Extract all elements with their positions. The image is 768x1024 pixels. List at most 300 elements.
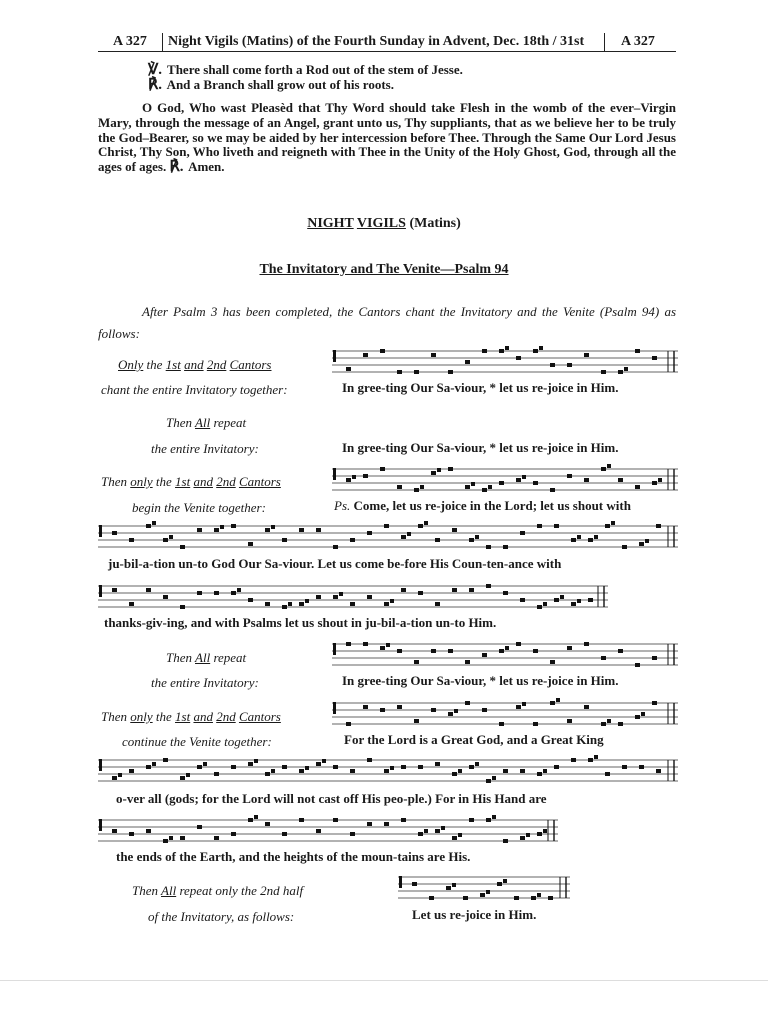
neume xyxy=(469,588,474,592)
chant-staff-6 xyxy=(332,641,678,671)
neume xyxy=(543,769,547,773)
neume xyxy=(537,832,542,836)
neume xyxy=(163,758,168,762)
neume xyxy=(333,818,338,822)
neume xyxy=(516,356,521,360)
neume xyxy=(520,836,525,840)
neume xyxy=(446,886,451,890)
neume xyxy=(390,599,394,603)
neume xyxy=(414,660,419,664)
neume xyxy=(505,646,509,650)
neume xyxy=(363,642,368,646)
neume xyxy=(465,485,470,489)
neume xyxy=(567,646,572,650)
neume xyxy=(414,719,419,723)
neume xyxy=(469,538,474,542)
neume xyxy=(486,545,491,549)
neume xyxy=(129,602,134,606)
section-title-matins: (Matins) xyxy=(409,216,461,231)
neume xyxy=(486,890,490,894)
neume xyxy=(537,893,541,897)
neume xyxy=(169,836,173,840)
neume xyxy=(401,765,406,769)
neume xyxy=(384,524,389,528)
neume xyxy=(482,349,487,353)
chant-staff-1 xyxy=(332,348,678,378)
neume xyxy=(420,485,424,489)
neume xyxy=(180,605,185,609)
neume xyxy=(305,599,309,603)
neume xyxy=(169,535,173,539)
neume xyxy=(471,482,475,486)
section-title-night: NIGHT xyxy=(307,216,354,231)
neume xyxy=(248,762,253,766)
neume xyxy=(271,525,275,529)
psalm-abbrev: Ps. xyxy=(334,498,351,513)
neume xyxy=(622,765,627,769)
neume xyxy=(214,591,219,595)
neume xyxy=(437,468,441,472)
neume xyxy=(424,829,428,833)
neume xyxy=(480,893,485,897)
neume xyxy=(567,474,572,478)
neume xyxy=(214,836,219,840)
chant-staff-8 xyxy=(98,757,678,787)
chant-staff-5 xyxy=(98,583,608,613)
header-separator xyxy=(162,33,163,51)
response-text: And a Branch shall grow out of his roots. xyxy=(166,77,394,92)
neume xyxy=(577,535,581,539)
neume xyxy=(526,833,530,837)
neume xyxy=(533,481,538,485)
lyric-line-6: In gree-ting Our Sa-viour, * let us re-joice in Him. xyxy=(342,673,619,688)
neume xyxy=(475,762,479,766)
neume xyxy=(537,524,542,528)
instruction-4-line-1: Then All repeat xyxy=(166,650,247,665)
neume xyxy=(601,370,606,374)
neume xyxy=(271,769,275,773)
neume xyxy=(503,545,508,549)
versicle-text: There shall come forth a Rod out of the stem of Jesse. xyxy=(167,62,463,77)
instruction-2-line-2: the entire Invitatory: xyxy=(151,441,259,456)
neume xyxy=(146,588,151,592)
instruction-2-line-1: Then All repeat xyxy=(166,415,247,430)
neume xyxy=(560,595,564,599)
neume xyxy=(516,642,521,646)
neume xyxy=(397,649,402,653)
neume xyxy=(492,815,496,819)
neume xyxy=(282,832,287,836)
lyric-line-3: Ps. Come, let us re-joice in the Lord; let us shout with xyxy=(334,498,631,513)
neume xyxy=(594,755,598,759)
rubric xyxy=(98,301,676,345)
neume xyxy=(214,528,219,532)
neume xyxy=(248,818,253,822)
lyric-line-10: Let us re-joice in Him. xyxy=(412,907,537,922)
neume xyxy=(550,660,555,664)
response-symbol: ℟. xyxy=(148,77,163,93)
neume xyxy=(112,776,117,780)
lyric-line-7: For the Lord is a Great God, and a Great King xyxy=(344,732,604,747)
neume xyxy=(635,663,640,667)
neume xyxy=(605,524,610,528)
neume xyxy=(584,642,589,646)
neume xyxy=(571,758,576,762)
neume xyxy=(397,705,402,709)
neume xyxy=(618,649,623,653)
neume xyxy=(390,766,394,770)
neume xyxy=(418,832,423,836)
neume xyxy=(316,595,321,599)
neume xyxy=(282,605,287,609)
neume xyxy=(465,660,470,664)
neume xyxy=(537,605,542,609)
neume xyxy=(129,538,134,542)
lyric-line-2: In gree-ting Our Sa-viour, * let us re-joice in Him. xyxy=(342,440,619,455)
neume xyxy=(350,832,355,836)
neume xyxy=(380,646,385,650)
neume xyxy=(237,588,241,592)
neume xyxy=(656,524,661,528)
section-title xyxy=(0,216,768,232)
neume xyxy=(539,346,543,350)
neume xyxy=(203,762,207,766)
neume xyxy=(180,545,185,549)
neume xyxy=(522,702,526,706)
neume xyxy=(431,708,436,712)
neume xyxy=(180,776,185,780)
neume xyxy=(452,772,457,776)
chant-staff-7 xyxy=(332,700,678,730)
neume xyxy=(322,759,326,763)
neume xyxy=(431,353,436,357)
neume xyxy=(503,591,508,595)
neume xyxy=(146,524,151,528)
prayer-response-symbol: ℟. xyxy=(169,159,184,176)
neume xyxy=(639,765,644,769)
neume xyxy=(333,595,338,599)
neume xyxy=(652,481,657,485)
neume xyxy=(231,765,236,769)
collect-prayer xyxy=(98,101,676,175)
neume xyxy=(571,602,576,606)
neume xyxy=(112,829,117,833)
neume xyxy=(367,822,372,826)
clef xyxy=(333,350,336,362)
neume xyxy=(588,758,593,762)
neume xyxy=(152,521,156,525)
neume xyxy=(118,773,122,777)
neume xyxy=(265,822,270,826)
neume xyxy=(635,715,640,719)
neume xyxy=(567,363,572,367)
neume xyxy=(652,701,657,705)
neume xyxy=(384,822,389,826)
instruction-5-line-1: Then only the 1st and 2nd Cantors xyxy=(101,709,281,724)
neume xyxy=(163,595,168,599)
neume xyxy=(316,762,321,766)
neume xyxy=(577,599,581,603)
neume xyxy=(248,598,253,602)
neume xyxy=(482,708,487,712)
neume xyxy=(333,765,338,769)
neume xyxy=(363,353,368,357)
neume xyxy=(531,896,536,900)
neume xyxy=(465,701,470,705)
neume xyxy=(231,591,236,595)
scan-edge xyxy=(0,980,768,981)
neume xyxy=(458,769,462,773)
lyric-line-9: the ends of the Earth, and the heights of the moun-tains are His. xyxy=(116,849,471,864)
clef xyxy=(399,876,402,888)
instruction-5-line-2: continue the Venite together: xyxy=(122,734,272,749)
neume xyxy=(367,531,372,535)
neume xyxy=(622,545,627,549)
neume xyxy=(465,360,470,364)
neume xyxy=(367,595,372,599)
lyric-line-5: thanks-giv-ing, and with Psalms let us shout in ju-bil-a-tion un-to Him. xyxy=(104,615,497,630)
instruction-6-line-1: Then All repeat only the 2nd half xyxy=(132,883,304,898)
neume xyxy=(594,535,598,539)
neume xyxy=(656,769,661,773)
neume xyxy=(254,759,258,763)
neume xyxy=(435,538,440,542)
neume xyxy=(571,538,576,542)
neume xyxy=(197,591,202,595)
neume xyxy=(305,766,309,770)
subtitle: The Invitatory and The Venite—Psalm 94 xyxy=(259,262,509,277)
neume xyxy=(548,896,553,900)
neume xyxy=(435,829,440,833)
neume xyxy=(386,643,390,647)
neume xyxy=(214,772,219,776)
neume xyxy=(520,531,525,535)
neume xyxy=(146,829,151,833)
neume xyxy=(380,708,385,712)
neume xyxy=(346,478,351,482)
neume xyxy=(186,773,190,777)
neume xyxy=(469,765,474,769)
neume xyxy=(380,467,385,471)
neume xyxy=(516,705,521,709)
neume xyxy=(537,772,542,776)
neume xyxy=(401,535,406,539)
instruction-1-line-2: chant the entire Invitatory together: xyxy=(101,382,288,397)
instruction-3-line-2: begin the Venite together: xyxy=(132,500,266,515)
neume xyxy=(499,649,504,653)
neume xyxy=(429,896,434,900)
neume xyxy=(163,538,168,542)
neume xyxy=(231,524,236,528)
neume xyxy=(448,370,453,374)
neume xyxy=(299,769,304,773)
neume xyxy=(499,722,504,726)
neume xyxy=(431,649,436,653)
neume xyxy=(588,598,593,602)
clef xyxy=(99,759,102,771)
lyric-line-1: In gree-ting Our Sa-viour, * let us re-joice in Him. xyxy=(342,380,619,395)
neume xyxy=(607,464,611,468)
neume xyxy=(520,769,525,773)
neume xyxy=(520,598,525,602)
response-line xyxy=(148,75,394,94)
neume xyxy=(601,656,606,660)
neume xyxy=(635,485,640,489)
neume xyxy=(431,471,436,475)
neume xyxy=(652,356,657,360)
neume xyxy=(452,836,457,840)
neume xyxy=(265,528,270,532)
neume xyxy=(380,349,385,353)
rubric-text: After Psalm 3 has been completed, the Cantors chant the Invitatory and the Venite (Psalm 94) as follows: xyxy=(98,304,676,341)
instruction-6-line-2: of the Invitatory, as follows: xyxy=(148,909,295,924)
header-title: Night Vigils (Matins) of the Fourth Sunday in Advent, Dec. 18th / 31st xyxy=(168,34,585,49)
neume xyxy=(503,879,507,883)
neume xyxy=(414,370,419,374)
neume xyxy=(163,839,168,843)
chant-staff-3 xyxy=(332,466,678,496)
neume xyxy=(333,545,338,549)
neume xyxy=(254,815,258,819)
neume xyxy=(463,896,468,900)
neume xyxy=(418,765,423,769)
instruction-1-line-1: Only the 1st and 2nd Cantors xyxy=(118,357,272,372)
clef xyxy=(333,468,336,480)
clef xyxy=(99,819,102,831)
neume xyxy=(129,769,134,773)
neume xyxy=(556,698,560,702)
prayer-amen: Amen. xyxy=(188,159,225,175)
neume xyxy=(618,722,623,726)
running-header xyxy=(98,33,676,52)
neume xyxy=(618,478,623,482)
neume xyxy=(452,528,457,532)
neume xyxy=(497,882,502,886)
neume xyxy=(641,712,645,716)
neume xyxy=(418,591,423,595)
section-title-vigils: VIGILS xyxy=(356,216,406,231)
neume xyxy=(299,528,304,532)
neume xyxy=(452,883,456,887)
neume xyxy=(635,349,640,353)
neume xyxy=(265,602,270,606)
neume xyxy=(533,722,538,726)
neume xyxy=(488,485,492,489)
neume xyxy=(554,765,559,769)
neume xyxy=(533,649,538,653)
clef xyxy=(333,702,336,714)
neume xyxy=(220,525,224,529)
neume xyxy=(401,588,406,592)
neume xyxy=(624,367,628,371)
neume xyxy=(499,349,504,353)
clef xyxy=(99,585,102,597)
neume xyxy=(397,485,402,489)
neume xyxy=(554,598,559,602)
neume xyxy=(350,538,355,542)
header-separator xyxy=(604,33,605,51)
neume xyxy=(645,539,649,543)
chant-staff-10 xyxy=(398,874,570,904)
neume xyxy=(407,532,411,536)
page-number-left: A 327 xyxy=(113,34,147,49)
neume xyxy=(418,524,423,528)
neume xyxy=(588,538,593,542)
neume xyxy=(550,488,555,492)
neume xyxy=(543,602,547,606)
neume xyxy=(346,642,351,646)
neume xyxy=(543,829,547,833)
neume xyxy=(475,535,479,539)
neume xyxy=(458,833,462,837)
neume xyxy=(505,346,509,350)
lyric-line-4: ju-bil-a-tion un-to God Our Sa-viour. Let us come be-fore His Coun-ten-ance with xyxy=(108,556,562,571)
neume xyxy=(384,769,389,773)
neume xyxy=(180,836,185,840)
neume xyxy=(248,542,253,546)
neume xyxy=(611,521,615,525)
neume xyxy=(352,475,356,479)
neume xyxy=(658,478,662,482)
neume xyxy=(265,772,270,776)
neume xyxy=(231,832,236,836)
neume xyxy=(486,779,491,783)
neume xyxy=(601,722,606,726)
neume xyxy=(346,367,351,371)
neume xyxy=(401,818,406,822)
neume xyxy=(550,701,555,705)
neume xyxy=(514,896,519,900)
neume xyxy=(584,478,589,482)
neume xyxy=(346,722,351,726)
neume xyxy=(282,538,287,542)
clef xyxy=(99,525,102,537)
neume xyxy=(441,826,445,830)
neume xyxy=(112,531,117,535)
neume xyxy=(503,769,508,773)
neume xyxy=(435,602,440,606)
chant-staff-4 xyxy=(98,523,678,553)
neume xyxy=(424,521,428,525)
neume xyxy=(550,363,555,367)
neume xyxy=(435,762,440,766)
neume xyxy=(448,467,453,471)
neume xyxy=(448,649,453,653)
neume xyxy=(554,524,559,528)
neume xyxy=(197,825,202,829)
neume xyxy=(112,588,117,592)
instruction-3-line-1: Then only the 1st and 2nd Cantors xyxy=(101,474,281,489)
versicle-symbol: ℣. xyxy=(148,62,163,78)
neume xyxy=(414,488,419,492)
neume xyxy=(482,488,487,492)
neume xyxy=(492,776,496,780)
neume xyxy=(288,602,292,606)
neume xyxy=(584,353,589,357)
neume xyxy=(363,474,368,478)
neume xyxy=(350,769,355,773)
lyric-line-8: o-ver all (gods; for the Lord will not cast off His peo-ple.) For in His Hand are xyxy=(116,791,547,806)
page-number-right: A 327 xyxy=(621,34,655,49)
neume xyxy=(316,528,321,532)
neume xyxy=(601,467,606,471)
neume xyxy=(503,839,508,843)
neume xyxy=(299,818,304,822)
neume xyxy=(499,481,504,485)
neume xyxy=(363,705,368,709)
neume xyxy=(516,478,521,482)
neume xyxy=(146,765,151,769)
